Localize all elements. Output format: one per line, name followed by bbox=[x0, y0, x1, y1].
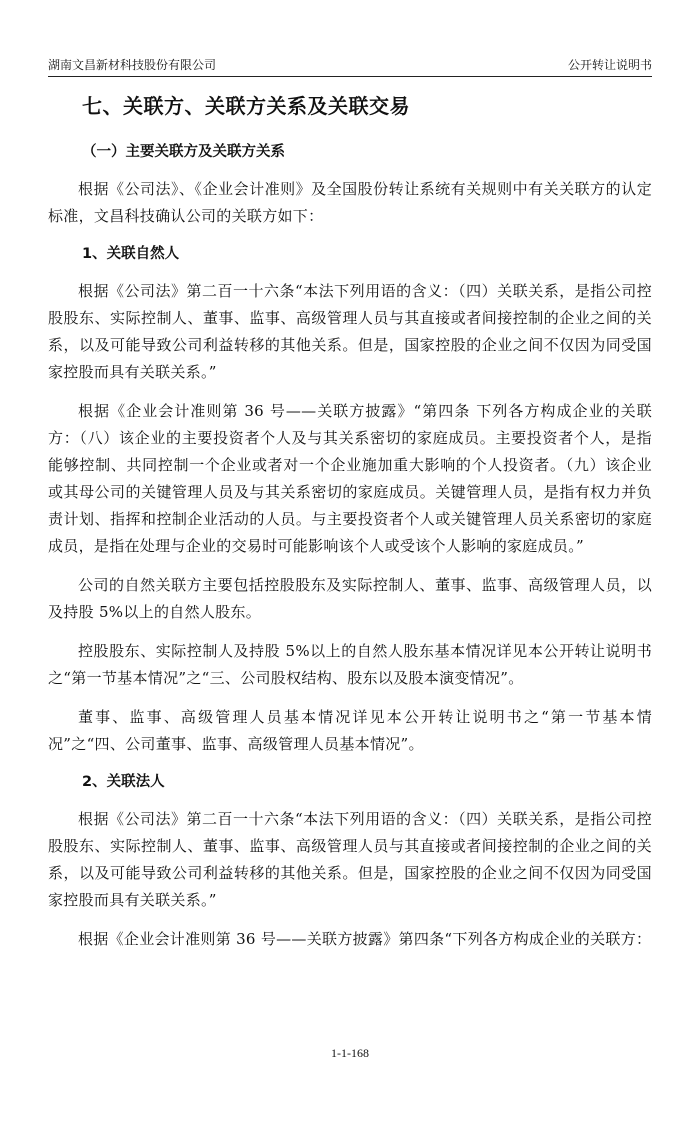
part2-paragraph-2: 根据《企业会计准则第 36 号——关联方披露》第四条“下列各方构成企业的关联方： bbox=[78, 930, 652, 948]
part1-paragraph-2: 根据《企业会计准则第 36 号——关联方披露》“第四条 下列各方构成企业的关联方：（八）该企业的主要投资者个人及与其关系密切的家庭成员。主要投资者个人，是指能够控制、共同控制一个企业或者对一个企业施加重大影响的个人投资者。（九）该企业或其母公司的关键管理人员及与其关系密切的家庭成员。关键管理人员，是指有权力并负责计划、指挥和控制企业活动的人员。与主要投资者个人或关键管理人员关系密切的家庭成员，是指在处理与企业的交易时可能影响该个人或受该个人影响的家庭成员。” bbox=[48, 402, 652, 555]
section-title: 七、关联方、关联方关系及关联交易 bbox=[82, 94, 410, 118]
part1-paragraph-1: 根据《公司法》第二百一十六条“本法下列用语的含义：（四）关联关系，是指公司控股股东、实际控制人、董事、监事、高级管理人员与其直接或者间接控制的企业之间的关系，以及可能导致公司利益转移的其他关系。但是，国家控股的企业之间不仅因为同受国家控股而具有关联关系。” bbox=[48, 282, 652, 381]
part1-paragraph-5: 董事、监事、高级管理人员基本情况详见本公开转让说明书之“第一节基本情况”之“四、公司董事、监事、高级管理人员基本情况”。 bbox=[48, 708, 652, 753]
page-content bbox=[48, 92, 652, 965]
part2-paragraph-1: 根据《公司法》第二百一十六条“本法下列用语的含义：（四）关联关系，是指公司控股股东、实际控制人、董事、监事、高级管理人员与其直接或者间接控制的企业之间的关系，以及可能导致公司利益转移的其他关系。但是，国家控股的企业之间不仅因为同受国家控股而具有关联关系。” bbox=[48, 810, 652, 909]
part1-paragraph-4: 控股股东、实际控制人及持股 5%以上的自然人股东基本情况详见本公开转让说明书之“第一节基本情况”之“三、公司股权结构、股东以及股本演变情况”。 bbox=[48, 642, 652, 687]
part1-paragraph-3: 公司的自然关联方主要包括控股股东及实际控制人、董事、监事、高级管理人员，以及持股 5%以上的自然人股东。 bbox=[48, 576, 652, 621]
header-document-type: 公开转让说明书 bbox=[567, 58, 652, 72]
header-company-name: 湖南文昌新材科技股份有限公司 bbox=[48, 58, 217, 72]
page-header bbox=[48, 54, 652, 77]
part2-title: 2、关联法人 bbox=[82, 774, 165, 790]
page-number: 1-1-168 bbox=[331, 1046, 369, 1060]
intro-paragraph: 根据《公司法》、《企业会计准则》及全国股份转让系统有关规则中有关关联方的认定标准，文昌科技确认公司的关联方如下： bbox=[48, 180, 652, 225]
subsection-title: （一）主要关联方及关联方关系 bbox=[82, 144, 285, 160]
part1-title: 1、关联自然人 bbox=[82, 246, 180, 262]
